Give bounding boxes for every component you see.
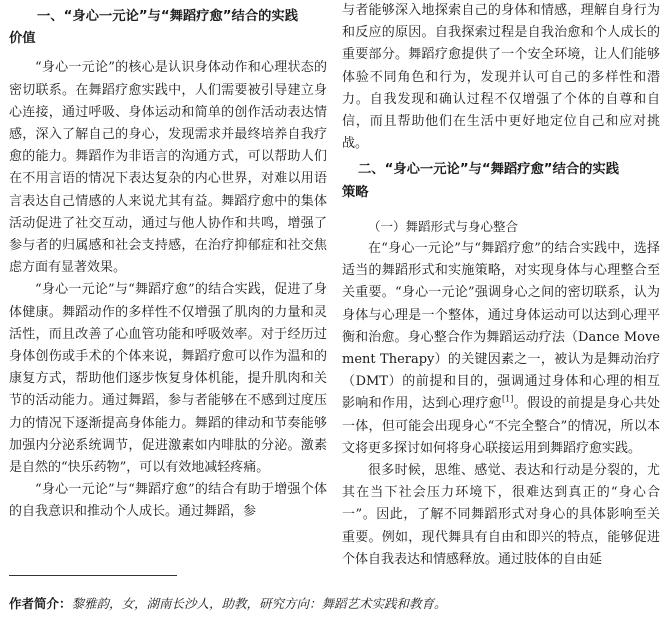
section2-heading (342, 159, 660, 181)
footnote-divider (9, 575, 177, 576)
paragraph-continued: 与者能够深入地探索自己的身体和情感，理解自身行为和反应的原因。自我探索过程是自我治愈和个人成长的重要部分。舞蹈疗愈提供了一个安全环境，让人们能够体验不同角色和行为，发现并认可自己的多样性和潜力。自我发现和确认过程不仅增强了个体的自尊和自信，而且帮助他们在生活中更好地定位自己和应对挑战。 (342, 3, 660, 152)
section1-heading-line1: 一、“身心一元论”与“舞蹈疗愈”结合的实践 (37, 9, 299, 24)
author-footnote (9, 596, 447, 612)
section2-heading-line2: 策略 (342, 184, 369, 200)
section1-heading (9, 6, 327, 28)
right-column (342, 3, 660, 571)
citation-ref[interactable]: [1] (501, 395, 514, 405)
paragraph-2: “身心一元论”与“舞蹈疗愈”的结合实践，促进了身体健康。舞蹈动作的多样性不仅增强了肌肉的力量和灵活性，而且改善了心血管功能和呼吸效率。对于经历过身体创伤或手术的个体来说，舞蹈疗愈可以作为温和的康复方式，帮助他们逐步恢复身体机能，提升肌肉和关节的活动能力。通过舞蹈，参与者能够在不感到过度压力的情况下逐渐提高身体能力。舞蹈的律动和节奏能够加强内分泌系统调节，促进激素如内啡肽的分泌。激素是自然的“快乐药物”，可以有效地减轻疼痛。 (9, 282, 327, 476)
section2-heading-line1: 二、“身心一元论”与“舞蹈疗愈”结合的实践 (358, 162, 620, 178)
paragraph-4 (342, 238, 660, 460)
author-label: 作者简介： (9, 596, 72, 611)
section2-heading-cont (342, 182, 660, 204)
paragraph-3: “身心一元论”与“舞蹈疗愈”的结合有助于增强个体的自我意识和推动个人成长。通过舞蹈，参 (9, 482, 327, 520)
left-column (9, 6, 327, 524)
paragraph-4-text-b: 。假设的前提是身心共处一体，但可能会出现身心“不完全整合”的情况，所以本文将更多探讨如何将身心联接运用到舞蹈疗愈实践。 (342, 396, 660, 456)
section1-heading-cont (9, 28, 327, 50)
paragraph-5: 很多时候，思维、感觉、表达和行动是分裂的，尤其在当下社会压力环境下，很难达到真正的“身心合一”。因此，了解不同舞蹈形式对身心的具体影响至关重要。例如，现代舞具有自由和即兴的特点，能够促进个体自我表达和情感释放。通过肢体的自由延 (342, 463, 660, 567)
paragraph-1: “身心一元论”的核心是认识身体动作和心理状态的密切联系。在舞蹈疗愈实践中，人们需要被引导建立身心连接，通过呼吸、身体运动和简单的创作活动表达情感，深入了解自己的身心，发现需求并最终培养自我疗愈的能力。舞蹈作为非语言的沟通方式，可以帮助人们在不用言语的情况下表达复杂的内心世界，对难以用语言表达自己情感的人来说尤其有益。舞蹈疗愈中的集体活动促进了社交互动，通过与他人协作和共鸣，增强了参与者的归属感和社会支持感，在治疗抑郁症和社交焦虑方面有显著效果。 (9, 60, 327, 276)
author-info: 黎雅韵，女，湖南长沙人，助教，研究方向：舞蹈艺术实践和教育。 (71, 596, 447, 611)
subsection-heading: （一）舞蹈形式与身心整合 (368, 218, 519, 234)
section1-heading-line2: 价值 (9, 31, 36, 47)
paragraph-4-text-a: 在“身心一元论”与“舞蹈疗愈”的结合实践中，选择适当的舞蹈形式和实施策略，对实现身体与心理整合至关重要。“身心一元论”强调身心之间的密切联系，认为身体与心理是一个整体，通过身体运动可以达到心理平衡和治愈。身心整合作为舞蹈运动疗法（Dance Movement Therapy）的关键因素之一，被认为是舞动治疗（DMT）的前提和目的，强调通过身体和心理的相互影响和作用，达到心理疗愈 (342, 241, 660, 412)
